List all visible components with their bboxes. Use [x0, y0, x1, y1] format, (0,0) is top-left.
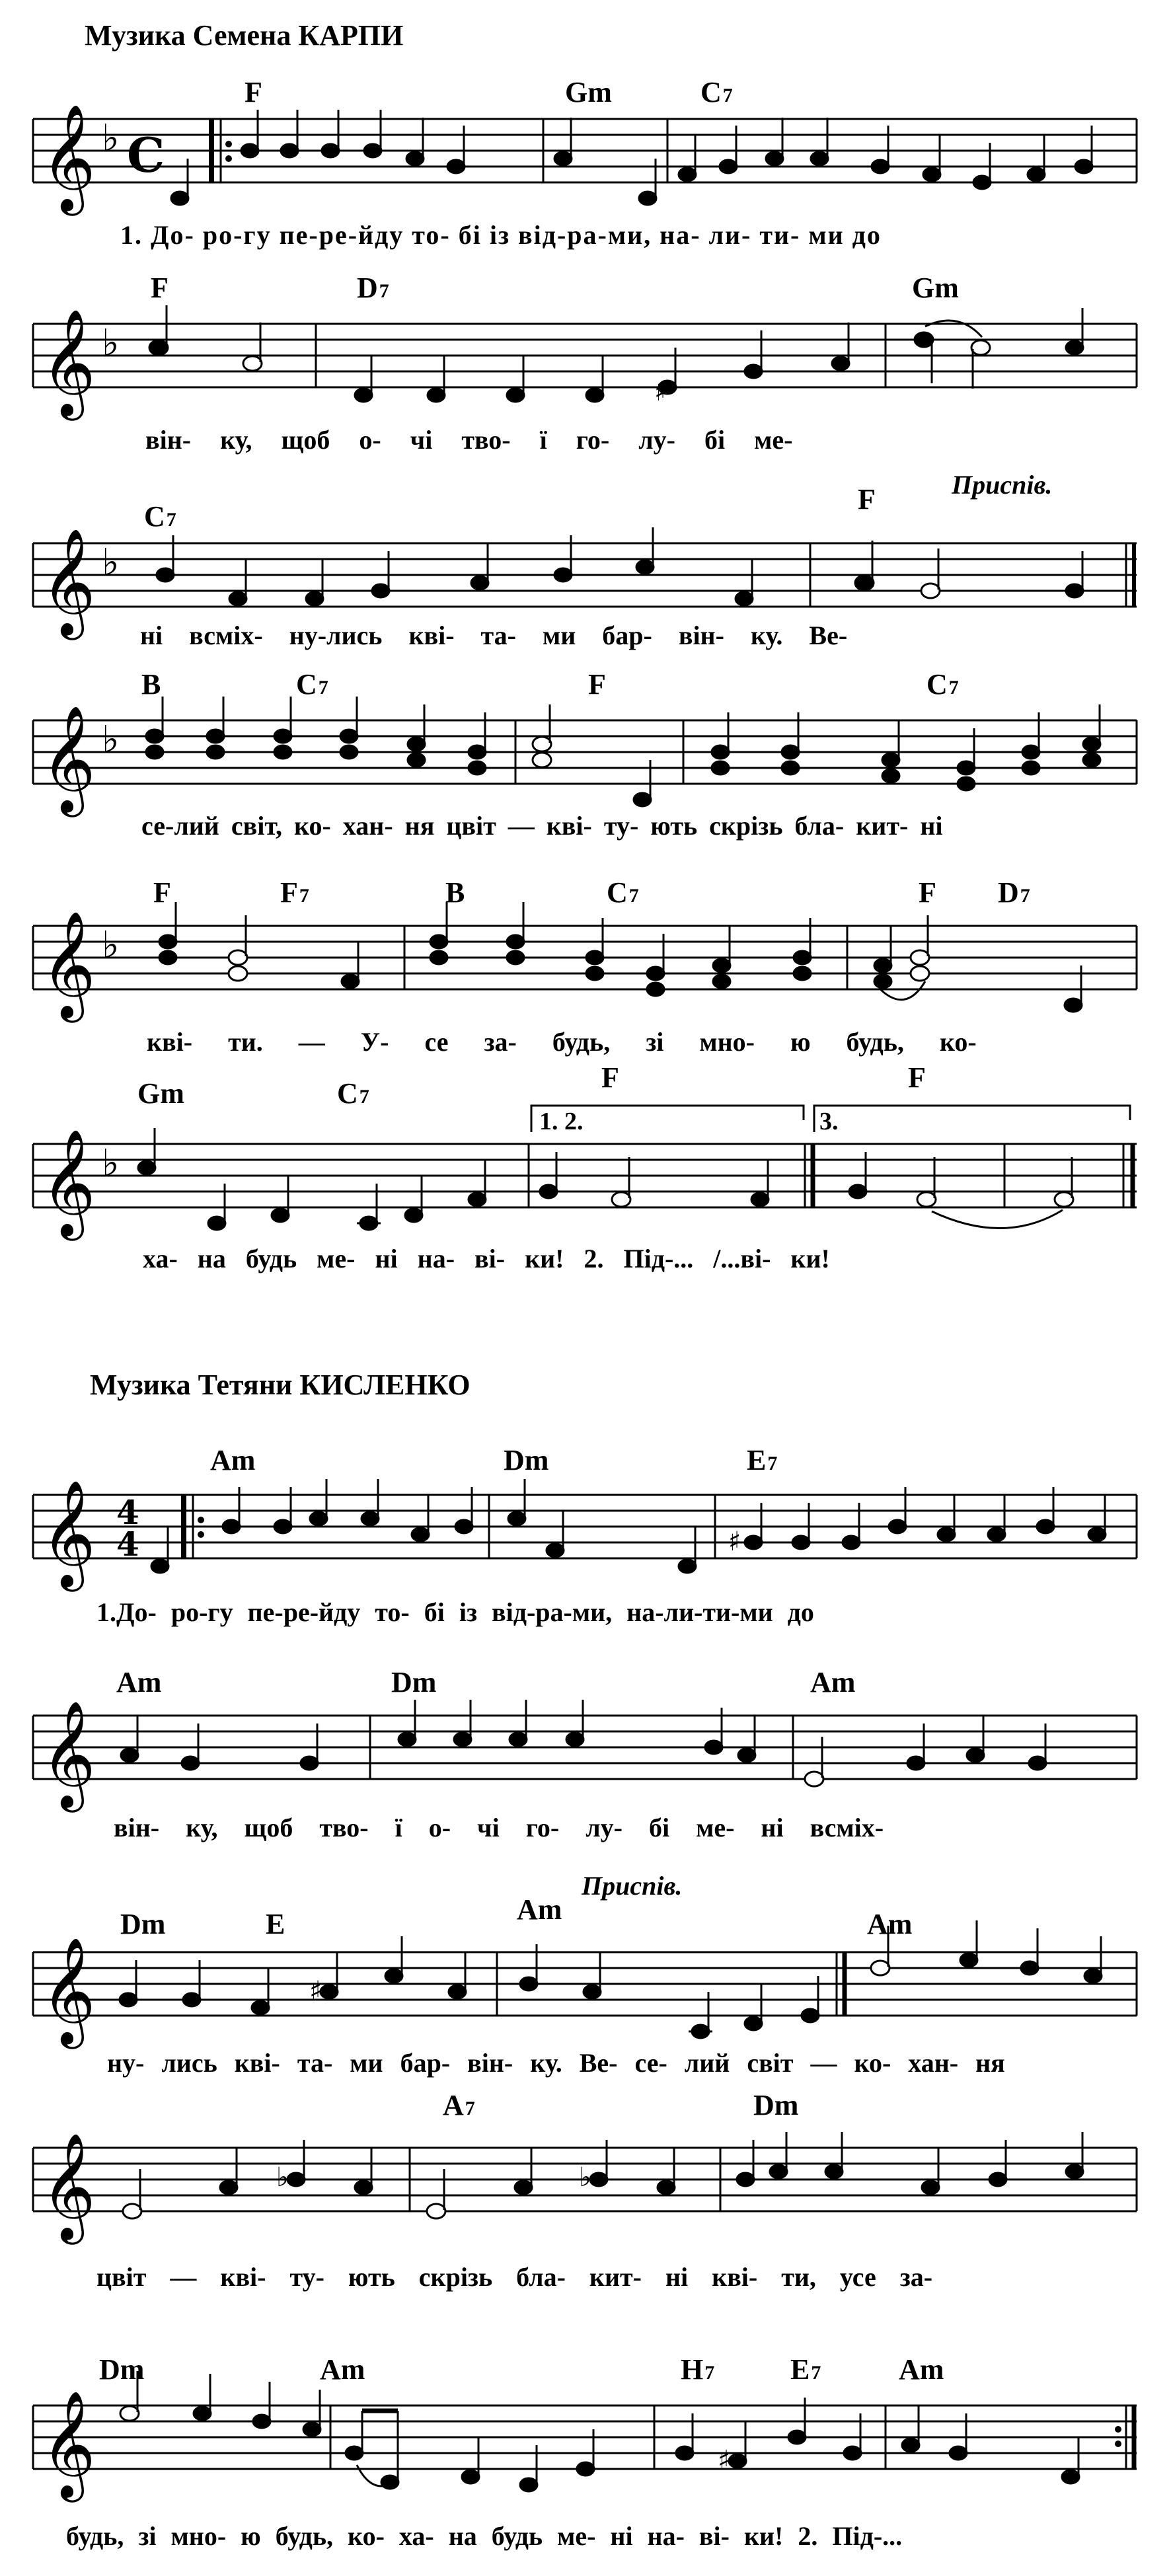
chord-symbol: Am	[810, 1666, 856, 1698]
chord-symbol: C7	[337, 1077, 369, 1110]
lyrics-line: 1. До- ро-гу пе-ре-йду то- бі із від-ра-ми, на- ли- ти- ми до	[120, 220, 882, 250]
song1-system-2	[0, 271, 1171, 476]
chord-symbol: C7	[926, 668, 959, 701]
chord-symbol: F	[245, 76, 262, 108]
chord-symbol: Gm	[565, 76, 612, 108]
song2-system-4	[0, 2088, 1171, 2300]
chord-symbol: Am	[899, 2353, 944, 2386]
chord-symbol: Dm	[391, 1666, 437, 1698]
time-signature-bottom: 4	[116, 1525, 139, 1564]
song2-heading: Музика Тетяни КИСЛЕНКО	[90, 1369, 471, 1401]
chord-symbol: C7	[700, 76, 733, 108]
chord-symbol: B	[445, 876, 465, 909]
key-flat: ♭	[102, 541, 120, 584]
treble-clef: 𝄞	[41, 2133, 96, 2240]
time-signature: C	[127, 127, 165, 183]
chord-symbol: Am	[320, 2353, 365, 2386]
treble-clef: 𝄞	[41, 309, 96, 416]
key-flat: ♭	[102, 924, 120, 967]
chord-symbol: A7	[443, 2089, 475, 2121]
chord-symbol: Dm	[753, 2089, 799, 2121]
volta-1-label: 1. 2.	[539, 1108, 584, 1135]
lyrics-line: ну- лись кві- та- ми бар- він- ку. Ве- се- лий світ — ко- хан- ня	[107, 2048, 1005, 2078]
treble-clef: 𝄞	[41, 705, 96, 813]
song2-system-2	[0, 1639, 1171, 1842]
chord-symbol: B	[141, 668, 161, 701]
staff	[0, 1639, 1171, 1837]
chord-symbol: Am	[116, 1666, 162, 1698]
chord-symbol: Dm	[99, 2353, 145, 2386]
chord-symbol: Am	[210, 1444, 256, 1476]
song2-system-1	[0, 1434, 1171, 1632]
lyrics-line: цвіт — кві- ту- ють скрізь бла- кит- ні кві- ти, усе за-	[96, 2262, 933, 2292]
svg-text:♯: ♯	[309, 1976, 322, 2006]
chord-symbol: E7	[790, 2353, 821, 2386]
chord-symbol: Dm	[120, 1908, 166, 1940]
chorus-marker: Приспів.	[582, 1871, 683, 1901]
chord-symbol: F	[153, 876, 171, 909]
key-flat: ♭	[102, 718, 120, 761]
treble-clef: 𝄞	[41, 911, 96, 1018]
lyrics-line: він- ку, щоб о- чі тво- ї го- лу- бі ме-	[145, 425, 793, 455]
chord-symbol: Dm	[504, 1444, 549, 1476]
lyrics-line: ні всміх- ну-лись кві- та- ми бар- він- ку. Ве-	[140, 621, 848, 650]
volta-2-label: 3.	[819, 1108, 839, 1135]
chord-symbol: F	[601, 1061, 619, 1094]
chord-symbol: E7	[747, 1444, 778, 1476]
chord-symbol: E	[266, 1908, 285, 1940]
key-flat: ♭	[102, 1142, 120, 1185]
key-flat: ♭	[102, 117, 120, 160]
svg-text:♯: ♯	[718, 2445, 731, 2476]
lyrics-line: 1.До- ро-гу пе-ре-йду то- бі із від-ра-ми, на-ли-ти-ми до	[96, 1597, 814, 1627]
chord-symbol: F	[908, 1061, 926, 1094]
song1-system-1	[0, 66, 1171, 264]
chord-symbol: Gm	[137, 1077, 184, 1110]
chord-symbol: F7	[280, 876, 309, 909]
chord-symbol: C7	[607, 876, 639, 909]
svg-text:♭: ♭	[579, 2162, 591, 2193]
treble-clef: 𝄞	[41, 1129, 96, 1236]
treble-clef: 𝄞	[41, 1700, 96, 1808]
chord-symbol: Am	[867, 1908, 913, 1940]
lyrics-line: кві- ти. — У- се за- будь, зі мно- ю будь, ко-	[147, 1027, 977, 1057]
song1-system-6	[0, 1061, 1171, 1299]
chord-symbol: H7	[681, 2353, 715, 2386]
chorus-marker: Приспів.	[952, 470, 1053, 500]
lyrics-line: будь, зі мно- ю будь, ко- ха- на будь ме- ні на- ві- ки! 2. Під-...	[66, 2521, 903, 2551]
treble-clef: 𝄞	[41, 104, 96, 211]
lyrics-line: він- ку, щоб тво- ї о- чі го- лу- бі ме- ні всміх-	[114, 1813, 884, 1842]
treble-clef: 𝄞	[41, 1480, 96, 1587]
time-signature-top: 4	[116, 1493, 139, 1532]
song1-system-5	[0, 862, 1171, 1061]
lyrics-line: ха- на будь ме- ні на- ві- ки! 2. Під-... /...ві- ки!	[143, 1244, 830, 1273]
svg-text:♭: ♭	[276, 2162, 289, 2193]
chord-symbol: D7	[998, 876, 1030, 909]
chord-symbol: C7	[144, 500, 176, 533]
chord-symbol: D7	[357, 272, 389, 304]
treble-clef: 𝄞	[41, 528, 96, 636]
key-flat: ♭	[102, 322, 120, 365]
song1-heading: Музика Семена КАРПИ	[85, 19, 404, 52]
chord-symbol: F	[588, 668, 606, 701]
svg-text:♯: ♯	[654, 377, 667, 407]
chord-symbol: F	[858, 483, 876, 515]
song2-system-3	[0, 1870, 1171, 2082]
song1-system-4	[0, 667, 1171, 859]
treble-clef: 𝄞	[41, 1937, 96, 2045]
chord-symbol: Gm	[912, 272, 959, 304]
chord-symbol: F	[151, 272, 169, 304]
svg-text:♯: ♯	[728, 1527, 741, 1557]
song2-system-5	[0, 2313, 1171, 2576]
chord-symbol: C7	[296, 668, 328, 701]
chord-symbol: F	[919, 876, 936, 909]
treble-clef: 𝄞	[41, 2390, 96, 2498]
chord-symbol: Am	[517, 1893, 562, 1926]
lyrics-line: се-лий світ, ко- хан- ня цвіт — кві- ту- ють скрізь бла- кит- ні	[141, 811, 943, 841]
song1-system-3	[0, 469, 1171, 661]
